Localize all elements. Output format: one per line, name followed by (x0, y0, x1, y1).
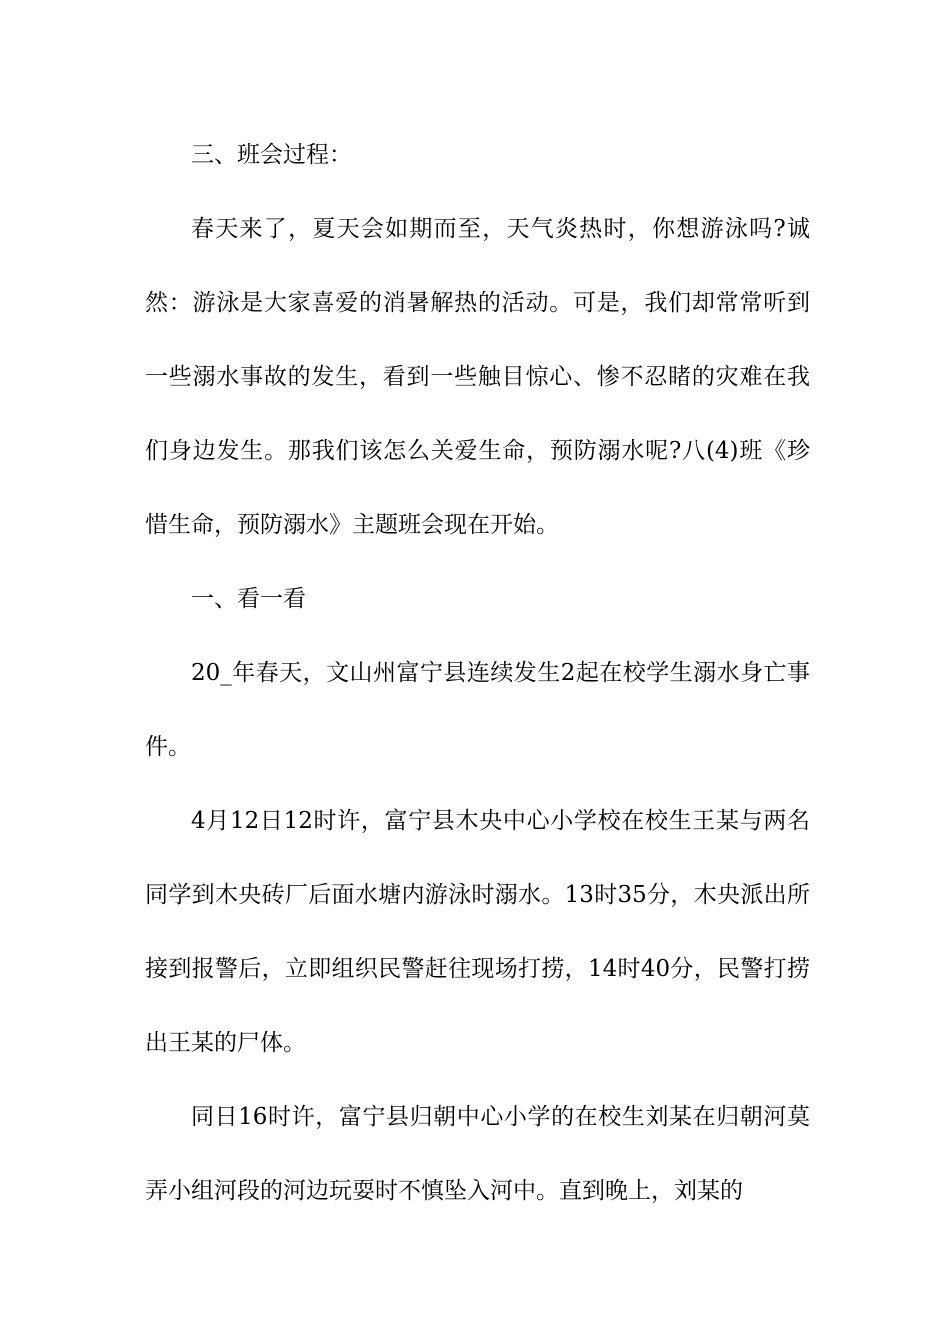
section-heading-look: 一、看一看 (191, 586, 306, 612)
section-heading-class-meeting-process: 三、班会过程： (191, 142, 352, 168)
incident-summary-paragraph: 20_年春天，文山州富宁县连续发生2起在校学生溺水身亡事件。 (145, 660, 810, 760)
intro-paragraph: 春天来了，夏天会如期而至，天气炎热时，你想游泳吗?诚然：游泳是大家喜爱的消暑解热的活动。可是，我们却常常听到一些溺水事故的发生，看到一些触目惊心、惨不忍睹的灾难在我们身边发生。那我们该怎么关爱生命，预防溺水呢?八(4)班《珍惜生命，预防溺水》主题班会现在开始。 (145, 216, 810, 538)
incident-one-paragraph: 4月12日12时许，富宁县木央中心小学校在校生王某与两名同学到木央砖厂后面水塘内游泳时溺水。13时35分，木央派出所接到报警后，立即组织民警赶往现场打捞，14时40分，民警打捞出王某的尸体。 (145, 808, 810, 1056)
incident-two-paragraph: 同日16时许，富宁县归朝中心小学的在校生刘某在归朝河莫弄小组河段的河边玩耍时不慎坠入河中。直到晚上，刘某的 (145, 1104, 810, 1204)
document-body (145, 118, 810, 1228)
